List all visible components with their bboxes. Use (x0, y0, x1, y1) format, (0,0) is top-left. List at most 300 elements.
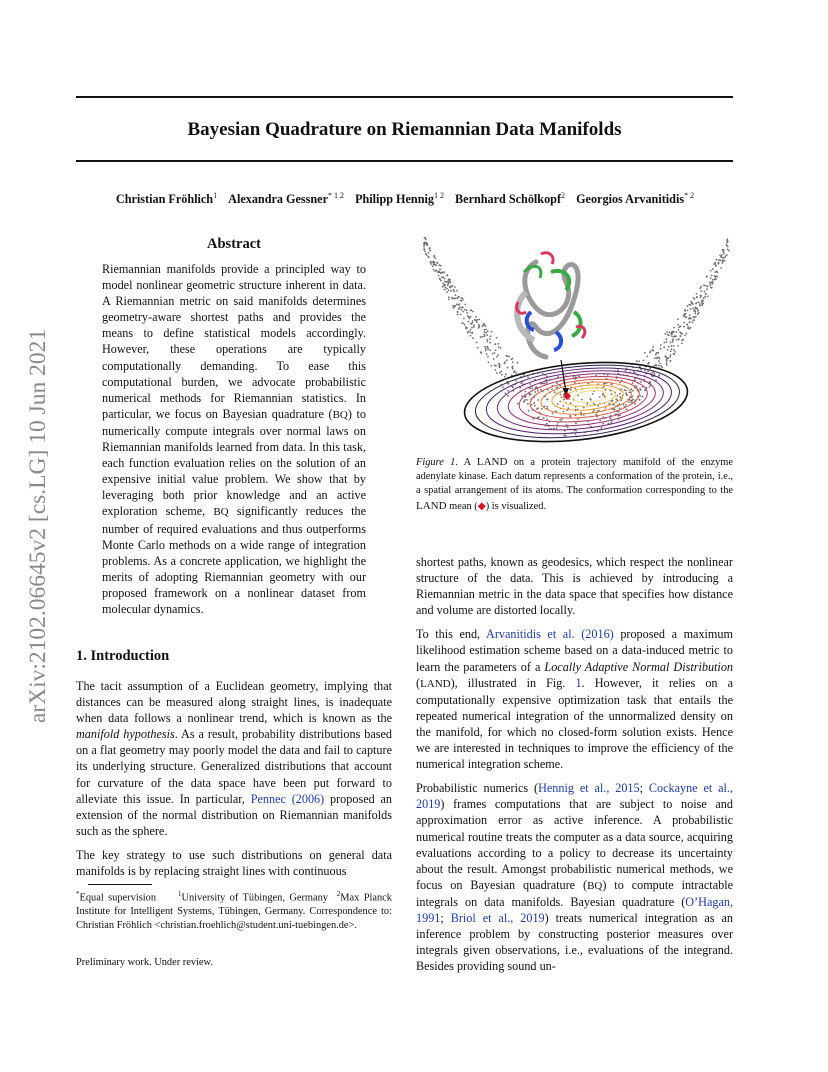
data-point (533, 402, 535, 404)
data-point (696, 302, 698, 304)
citation-link[interactable]: Cockayne et al., 2019 (416, 781, 733, 812)
author: Bernhard Schölkopf$^2$ (455, 191, 566, 207)
data-point (640, 369, 642, 371)
data-point (618, 411, 620, 413)
data-point (507, 390, 509, 392)
data-point (691, 301, 693, 303)
data-point (677, 324, 679, 326)
data-point (663, 342, 665, 344)
author: Georgios Arvanitidis$^{* 2}$ (576, 191, 695, 207)
data-point (444, 287, 446, 289)
data-point (438, 270, 440, 272)
data-point (713, 263, 715, 265)
data-point (654, 373, 656, 375)
data-point (546, 381, 548, 383)
data-point (444, 284, 446, 286)
data-point (496, 372, 498, 374)
data-point (527, 376, 529, 378)
data-point (506, 359, 508, 361)
data-point (474, 319, 476, 321)
data-point (610, 418, 612, 420)
data-point (485, 350, 487, 352)
data-point (619, 414, 621, 416)
data-point (493, 358, 495, 360)
data-point (603, 386, 605, 388)
data-point (460, 297, 462, 299)
data-point (696, 308, 698, 310)
citation-link[interactable]: Briol et al., 2019 (450, 910, 545, 925)
data-point (434, 257, 436, 259)
data-point (458, 303, 460, 305)
data-point (547, 399, 549, 401)
data-point (486, 334, 488, 336)
data-point (648, 362, 650, 364)
data-point (484, 329, 486, 331)
data-point (438, 264, 440, 266)
data-point (625, 390, 627, 392)
data-point (485, 348, 487, 350)
data-point (504, 363, 506, 365)
data-point (552, 412, 554, 414)
diamond-icon: ◆ (477, 500, 486, 512)
data-point (476, 321, 478, 323)
data-point (638, 360, 640, 362)
data-point (429, 248, 431, 250)
data-point (546, 406, 548, 408)
data-point (480, 351, 482, 353)
data-point (490, 365, 492, 367)
data-point (681, 339, 683, 341)
data-point (535, 387, 537, 389)
data-point (692, 308, 694, 310)
data-point (640, 395, 642, 397)
data-point (640, 381, 642, 383)
data-point (673, 345, 675, 347)
data-point (465, 326, 467, 328)
data-point (724, 260, 726, 262)
data-point (457, 311, 459, 313)
data-point (699, 305, 701, 307)
preliminary-note: Preliminary work. Under review. (76, 957, 213, 968)
data-point (619, 382, 621, 384)
data-point (693, 297, 695, 299)
data-point (479, 325, 481, 327)
citation-link[interactable]: O’Hagan, 1991 (416, 894, 733, 925)
data-point (478, 327, 480, 329)
data-point (715, 278, 717, 280)
data-point (721, 262, 723, 264)
data-point (563, 434, 565, 436)
data-point (727, 238, 729, 240)
data-point (716, 276, 718, 278)
data-point (664, 333, 666, 335)
data-point (721, 254, 723, 256)
data-point (630, 388, 632, 390)
data-point (439, 269, 441, 271)
data-point (517, 362, 519, 364)
data-point (495, 343, 497, 345)
data-point (523, 401, 525, 403)
data-point (442, 286, 444, 288)
data-point (442, 283, 444, 285)
data-point (504, 376, 506, 378)
data-point (464, 309, 466, 311)
data-point (568, 407, 570, 409)
data-point (644, 352, 646, 354)
data-point (658, 356, 660, 358)
data-point (613, 404, 615, 406)
data-point (485, 325, 487, 327)
data-point (602, 423, 604, 425)
data-point (668, 335, 670, 337)
author: Christian Fröhlich$^1$ (115, 191, 218, 207)
data-point (537, 399, 539, 401)
contour-line (573, 389, 608, 404)
data-point (489, 342, 491, 344)
data-point (447, 275, 449, 277)
intro-column (76, 678, 392, 879)
data-point (470, 309, 472, 311)
data-point (689, 314, 691, 316)
paragraph: The key strategy to use such distributions on general data manifolds is by replacing straight lines with continuous (76, 847, 392, 879)
data-point (423, 242, 425, 244)
data-point (529, 394, 531, 396)
data-point (683, 326, 685, 328)
data-point (716, 259, 718, 261)
data-point (428, 252, 430, 254)
data-point (684, 334, 686, 336)
data-point (710, 270, 712, 272)
data-point (511, 386, 513, 388)
data-point (546, 423, 548, 425)
data-point (669, 332, 671, 334)
data-point (727, 249, 729, 251)
data-point (424, 250, 426, 252)
data-point (686, 324, 688, 326)
data-point (464, 304, 466, 306)
data-point (581, 399, 583, 401)
data-point (642, 386, 644, 388)
data-point (700, 290, 702, 292)
data-point (556, 382, 558, 384)
data-point (455, 305, 457, 307)
data-point (462, 322, 464, 324)
data-point (670, 354, 672, 356)
data-point (472, 320, 474, 322)
data-point (471, 332, 473, 334)
data-point (448, 281, 450, 283)
data-point (472, 311, 474, 313)
data-point (670, 332, 672, 334)
data-point (486, 353, 488, 355)
data-point (671, 334, 673, 336)
data-point (521, 395, 523, 397)
data-point (692, 316, 694, 318)
data-point (612, 400, 614, 402)
data-point (547, 389, 549, 391)
data-point (673, 331, 675, 333)
data-point (512, 368, 514, 370)
data-point (453, 289, 455, 291)
data-point (449, 287, 451, 289)
data-point (546, 419, 548, 421)
data-point (448, 299, 450, 301)
data-point (562, 405, 564, 407)
data-point (459, 306, 461, 308)
data-point (704, 296, 706, 298)
data-point (691, 302, 693, 304)
data-point (692, 321, 694, 323)
data-point (425, 239, 427, 241)
data-point (647, 370, 649, 372)
data-point (526, 399, 528, 401)
data-point (675, 331, 677, 333)
paragraph: Probabilistic numerics (Hennig et al., 2015; Cockayne et al., 2019) frames computations that are subject to noise and approximation error as active inference. A probabilistic numerical routine treats the computer as a data source, acquiring evaluations according to a policy to decrease its uncertainty about the result. Amongst probabilistic numerical methods, we focus on Bayesian quadrature (BQ) to compute intractable integrals on data manifolds. Bayesian quadrature (O’Hagan, 1991; Briol et al., 2019) treats numerical integration as an inference problem by constructing posterior measures over integrals given observations, i.e., evaluations of the integrand. Besides providing sound un- (416, 781, 733, 974)
data-point (670, 342, 672, 344)
data-point (665, 338, 667, 340)
data-point (718, 262, 720, 264)
data-point (617, 395, 619, 397)
data-point (578, 375, 580, 377)
data-point (649, 367, 651, 369)
data-point (703, 284, 705, 286)
data-point (464, 324, 466, 326)
data-point (452, 305, 454, 307)
data-point (707, 295, 709, 297)
data-point (553, 428, 555, 430)
data-point (630, 400, 632, 402)
data-point (537, 390, 539, 392)
data-point (492, 353, 494, 355)
data-point (484, 331, 486, 333)
data-point (711, 287, 713, 289)
data-point (699, 287, 701, 289)
data-point (472, 337, 474, 339)
data-point (678, 329, 680, 331)
data-point (712, 279, 714, 281)
data-point (636, 360, 638, 362)
data-point (456, 290, 458, 292)
data-point (498, 343, 500, 345)
data-point (570, 389, 572, 391)
data-point (438, 275, 440, 277)
data-point (686, 333, 688, 335)
paragraph: The tacit assumption of a Euclidean geometry, implying that distances can be measured along straight lines, is inadequate when data follows a nonlinear trend, which is known as the manifold hypothesis. As a result, probability distributions based on a flat geometry may poorly model the data and fail to capture its underlying structure. Generalized distributions that account for curvature of the data space have been put forward to alleviate this issue. In particular, Pennec (2006) proposed an extension of the normal distribution on Riemannian manifolds such as the sphere. (76, 679, 393, 838)
data-point (528, 410, 530, 412)
data-point (444, 281, 446, 283)
data-point (715, 264, 717, 266)
data-point (683, 322, 685, 324)
data-point (484, 335, 486, 337)
data-point (727, 246, 729, 248)
data-point (541, 408, 543, 410)
data-point (434, 271, 436, 273)
data-point (631, 401, 633, 403)
data-point (498, 346, 500, 348)
data-point (599, 396, 601, 398)
data-point (632, 398, 634, 400)
data-point (661, 367, 663, 369)
data-point (527, 403, 529, 405)
data-point (446, 291, 448, 293)
data-point (531, 388, 533, 390)
data-point (448, 296, 450, 298)
data-point (592, 393, 594, 395)
data-point (712, 281, 714, 283)
figure-ref-link[interactable]: 1 (575, 675, 582, 690)
data-point (487, 348, 489, 350)
data-point (478, 319, 480, 321)
data-point (574, 382, 576, 384)
data-point (534, 405, 536, 407)
data-point (470, 335, 472, 337)
data-point (704, 291, 706, 293)
data-point (513, 371, 515, 373)
data-point (490, 335, 492, 337)
data-point (671, 335, 673, 337)
data-point (671, 345, 673, 347)
data-point (500, 347, 502, 349)
data-point (454, 297, 456, 299)
data-point (424, 237, 426, 239)
data-point (508, 356, 510, 358)
data-point (466, 312, 468, 314)
data-point (705, 293, 707, 295)
data-point (448, 289, 450, 291)
data-point (693, 310, 695, 312)
data-point (476, 342, 478, 344)
data-point (575, 422, 577, 424)
data-point (491, 331, 493, 333)
data-point (694, 312, 696, 314)
data-point (466, 309, 468, 311)
data-point (494, 352, 496, 354)
data-point (529, 383, 531, 385)
data-point (681, 343, 683, 345)
data-point (480, 336, 482, 338)
footnote: *Equal supervision $^1$University of Tübingen, Germany $^2$Max Planck Institute for Intelligent Systems, Tübingen, Germany. Correspondence to: Christian Fröhlich <christian.froehlich@student.uni-tuebingen.de>. (76, 890, 392, 932)
data-point (512, 366, 514, 368)
data-point (677, 345, 679, 347)
data-point (666, 357, 668, 359)
data-point (695, 316, 697, 318)
data-point (722, 259, 724, 261)
data-point (463, 318, 465, 320)
data-point (709, 284, 711, 286)
data-point (658, 365, 660, 367)
data-point (673, 349, 675, 351)
abstract-heading: Abstract (207, 236, 261, 252)
data-point (485, 329, 487, 331)
data-point (625, 370, 627, 372)
data-point (534, 391, 536, 393)
data-point (674, 351, 676, 353)
data-point (714, 275, 716, 277)
data-point (460, 314, 462, 316)
title-rule (76, 160, 733, 162)
data-point (496, 337, 498, 339)
data-point (495, 369, 497, 371)
data-point (524, 399, 526, 401)
data-point (690, 318, 692, 320)
data-point (499, 364, 501, 366)
data-point (642, 396, 644, 398)
data-point (672, 339, 674, 341)
data-point (710, 277, 712, 279)
data-point (593, 403, 595, 405)
data-point (677, 318, 679, 320)
data-point (656, 358, 658, 360)
data-point (583, 407, 585, 409)
data-point (486, 346, 488, 348)
data-point (619, 408, 621, 410)
data-point (712, 268, 714, 270)
data-point (689, 321, 691, 323)
data-point (690, 308, 692, 310)
data-point (551, 388, 553, 390)
data-point (666, 362, 668, 364)
data-point (626, 394, 628, 396)
data-point (439, 278, 441, 280)
data-point (605, 407, 607, 409)
author: Alexandra Gessner$^{* 1 2}$ (228, 191, 345, 207)
data-point (656, 352, 658, 354)
data-point (427, 243, 429, 245)
data-point (720, 256, 722, 258)
citation-link[interactable]: Arvanitidis et al. (2016) (486, 627, 614, 642)
data-point (473, 324, 475, 326)
data-point (672, 341, 674, 343)
data-point (723, 251, 725, 253)
data-point (524, 396, 526, 398)
data-point (525, 391, 527, 393)
data-point (703, 297, 705, 299)
data-point (601, 427, 603, 429)
data-point (495, 365, 497, 367)
data-point (460, 300, 462, 302)
data-point (470, 329, 472, 331)
data-point (701, 303, 703, 305)
data-point (512, 358, 514, 360)
data-point (693, 319, 695, 321)
citation-link[interactable]: Pennec (2006) (250, 791, 325, 806)
data-point (516, 380, 518, 382)
citation-link[interactable]: Hennig et al., 2015 (538, 781, 640, 796)
data-point (632, 382, 634, 384)
data-point (450, 290, 452, 292)
data-point (667, 349, 669, 351)
data-point (698, 301, 700, 303)
data-point (617, 415, 619, 417)
data-point (625, 404, 627, 406)
data-point (554, 391, 556, 393)
data-point (507, 367, 509, 369)
data-point (446, 288, 448, 290)
data-point (673, 353, 675, 355)
data-point (671, 348, 673, 350)
data-point (477, 347, 479, 349)
data-point (542, 373, 544, 375)
data-point (604, 389, 606, 391)
data-point (666, 341, 668, 343)
data-point (604, 395, 606, 397)
data-point (702, 300, 704, 302)
data-point (577, 395, 579, 397)
data-point (453, 307, 455, 309)
data-point (433, 263, 435, 265)
data-point (531, 404, 533, 406)
data-point (540, 389, 542, 391)
